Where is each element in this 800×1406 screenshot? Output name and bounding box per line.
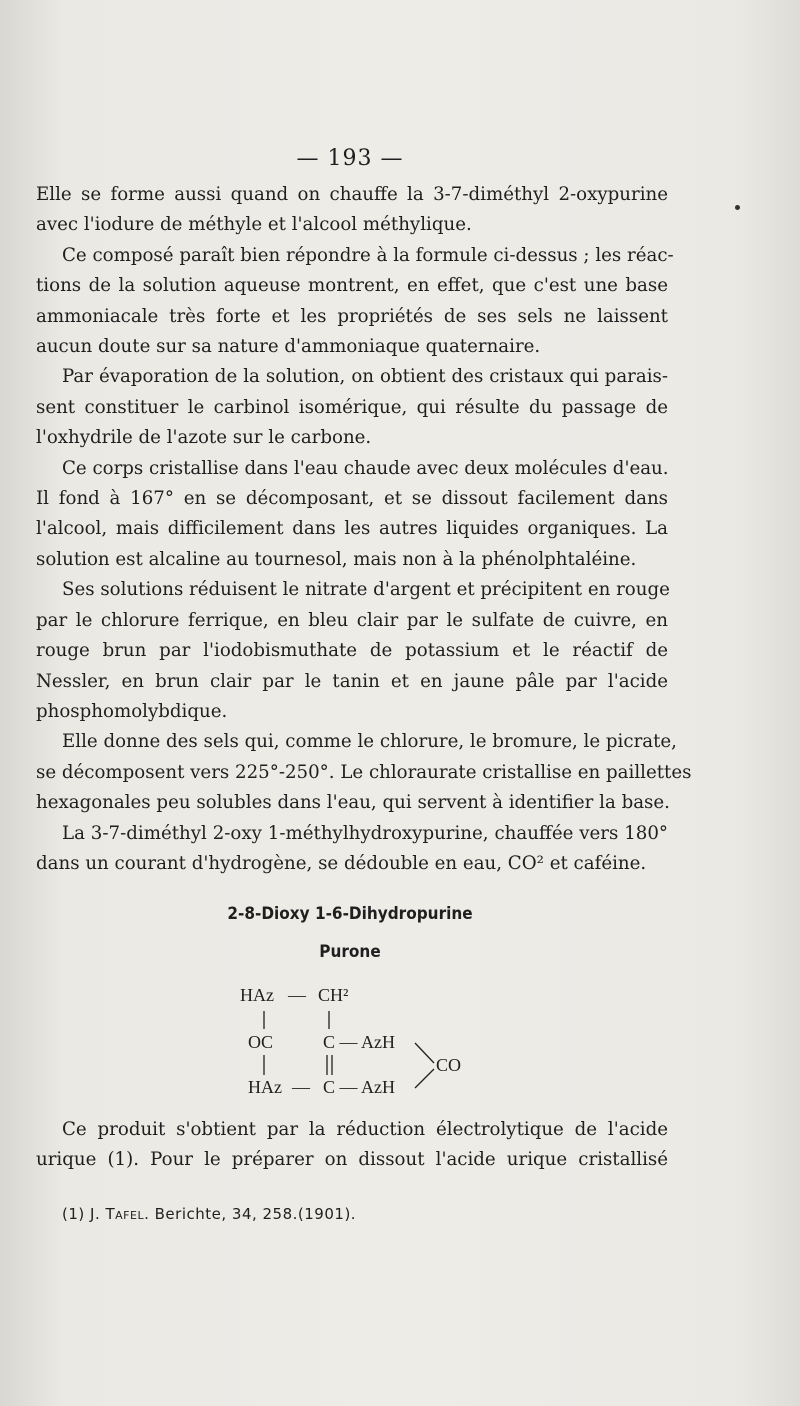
text-line: aucun doute sur sa nature d'ammoniaque quaternaire. xyxy=(36,336,541,358)
text-line: rouge brun par l'iodobismuthate de potassium et le réactif de xyxy=(36,640,668,662)
text-line: Elle se forme aussi quand on chauffe la 3-7-diméthyl 2-oxypurine xyxy=(36,184,668,205)
section-title: 2-8-Dioxy 1-6-Dihydropurine xyxy=(227,904,473,924)
text-line: hexagonales peu solubles dans l'eau, qui servent à identifier la base. xyxy=(36,792,670,814)
text-line: sent constituer le carbinol isomérique, qui résulte du passage de xyxy=(36,396,668,418)
text-line: l'alcool, mais difficilement dans les autres liquides organiques. La xyxy=(36,518,668,540)
formula-text: C — AzH xyxy=(323,1032,395,1052)
text-line: tions de la solution aqueuse montrent, en effet, que c'est une base xyxy=(36,275,668,297)
text-line: La 3-7-diméthyl 2-oxy 1-méthylhydroxypurine, chauffée vers 180° xyxy=(62,822,668,844)
text-line: avec l'iodure de méthyle et l'alcool méthylique. xyxy=(36,214,472,236)
text-line: phosphomolybdique. xyxy=(36,700,228,722)
formula-text: HAz xyxy=(248,1077,282,1097)
formula-text: CO xyxy=(436,1055,462,1075)
text-line: Ce composé paraît bien répondre à la formule ci-dessus ; les réac- xyxy=(62,244,674,266)
paragraph xyxy=(36,454,668,576)
footnote-reference: Berichte, 34, 258.(1901). xyxy=(154,1205,357,1223)
footnote-marker: (1) xyxy=(62,1205,85,1223)
text-line: Ce produit s'obtient par la réduction électrolytique de l'acide xyxy=(62,1119,668,1140)
text-line: Par évaporation de la solution, on obtient des cristaux qui parais- xyxy=(62,366,668,388)
text-line: dans un courant d'hydrogène, se dédouble en eau, CO² et caféine. xyxy=(36,852,647,874)
formula-text: C — AzH xyxy=(323,1077,395,1097)
text-line: Il fond à 167° en se décomposant, et se dissout facilement dans xyxy=(36,488,668,510)
paragraph xyxy=(36,241,674,363)
bond-to-co xyxy=(415,1069,434,1088)
text-line: solution est alcaline au tournesol, mais non à la phénolphtaléine. xyxy=(36,548,637,570)
section-subtitle: Purone xyxy=(319,942,381,962)
paragraph xyxy=(36,819,668,880)
text-line: par le chlorure ferrique, en bleu clair par le sulfate de cuivre, en xyxy=(36,609,668,631)
text-line: urique (1). Pour le préparer on dissout l'acide urique cristallisé xyxy=(36,1149,668,1171)
chemical-formula xyxy=(240,985,480,1100)
text-line: ammoniacale très forte et les propriétés de ses sels ne laissent xyxy=(36,305,668,327)
text-line: Nessler, en brun clair par le tanin et en jaune pâle par l'acide xyxy=(36,670,668,692)
speck xyxy=(735,205,740,210)
page-number: — 193 — xyxy=(296,146,404,171)
paragraph xyxy=(36,727,692,818)
footnote-author: J. Tafel. xyxy=(90,1205,150,1223)
formula-text: HAz xyxy=(240,985,274,1005)
text-line: Ses solutions réduisent le nitrate d'argent et précipitent en rouge xyxy=(62,579,670,601)
text-line: Elle donne des sels qui, comme le chlorure, le bromure, le picrate, xyxy=(62,731,677,753)
paragraph xyxy=(36,180,668,241)
formula-text: — xyxy=(288,985,306,1005)
formula-text: OC xyxy=(248,1032,274,1052)
main-text xyxy=(36,180,692,879)
paragraph xyxy=(36,362,668,453)
formula-text: CH² xyxy=(318,985,349,1005)
text-line: se décomposent vers 225°-250°. Le chloraurate cristallise en paillettes xyxy=(36,761,692,783)
paragraph xyxy=(36,1115,668,1176)
footnote xyxy=(62,1205,356,1223)
bond-to-co xyxy=(415,1043,434,1063)
formula-text: — xyxy=(292,1077,310,1097)
main-text-continued xyxy=(36,1115,668,1176)
text-line: Ce corps cristallise dans l'eau chaude avec deux molécules d'eau. xyxy=(62,457,669,479)
paragraph xyxy=(36,575,668,727)
text-line: l'oxhydrile de l'azote sur le carbone. xyxy=(36,427,372,449)
bond-lines xyxy=(240,985,480,1100)
